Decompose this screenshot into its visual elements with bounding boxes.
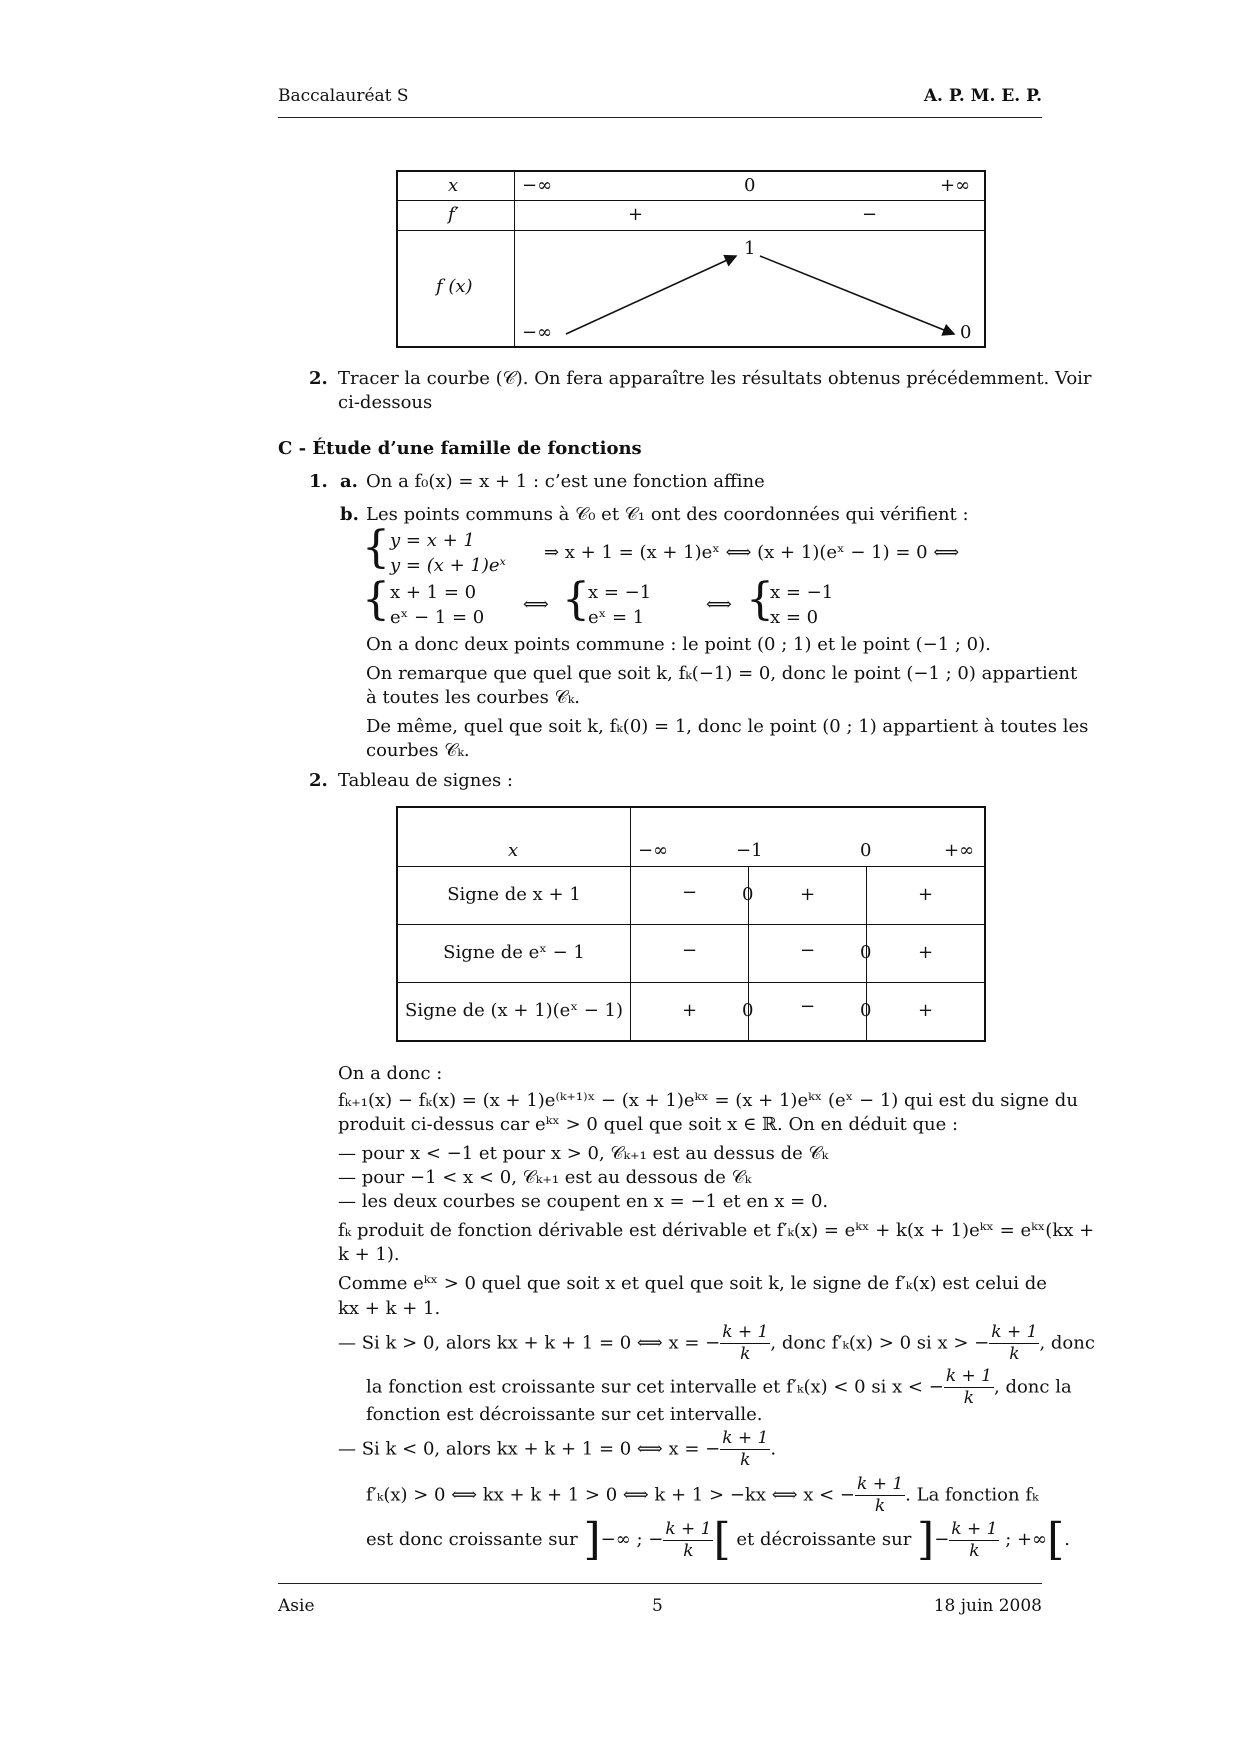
var-x-minus-inf: −∞ xyxy=(522,175,553,196)
case2-f: −∞ ; − xyxy=(600,1529,664,1550)
item-b2-line1: Tracer la courbe (𝒞). On fera apparaître les résultats obtenus précédemment. Voir xyxy=(338,368,1092,389)
sys3-line2: eˣ = 1 xyxy=(588,607,645,628)
sign-x-zero: 0 xyxy=(860,840,872,861)
footer-left: Asie xyxy=(278,1596,315,1616)
case-k-positive-line1 xyxy=(338,1322,1095,1365)
sys1-line2: y = (x + 1)eˣ xyxy=(390,555,506,576)
sign-row1-s1: − xyxy=(682,882,698,903)
section-c-title: C - Étude d’une famille de fonctions xyxy=(278,438,642,459)
sys2-line1: x + 1 = 0 xyxy=(390,582,477,603)
sign-x-label: x xyxy=(508,840,519,861)
c2-t1: On a donc : xyxy=(338,1063,443,1084)
item-b2-number: 2. xyxy=(309,368,328,389)
sign-table xyxy=(396,806,986,1042)
brace-2: { xyxy=(362,574,390,625)
sign-row2-s3: + xyxy=(918,942,934,963)
sign-row3-s3: + xyxy=(918,1000,934,1021)
item-b2-line2: ci-dessous xyxy=(338,392,433,413)
var-fprime-label: f′ xyxy=(448,204,459,225)
sign-row2-s2: − xyxy=(800,940,816,961)
sign-row1-z1: 0 xyxy=(742,884,754,905)
case2-d: . La fonction fₖ xyxy=(905,1484,1039,1506)
sign-row2-label: Signe de eˣ − 1 xyxy=(443,942,585,963)
equiv-1: ⟺ xyxy=(523,594,549,615)
c2-t5: k + 1). xyxy=(338,1244,400,1265)
case-k-positive-line2 xyxy=(366,1366,1072,1409)
case2-e: est donc croissante sur xyxy=(366,1529,578,1550)
case1-a: — Si k > 0, alors kx + k + 1 = 0 ⟺ x = − xyxy=(338,1332,721,1354)
footer-right: 18 juin 2008 xyxy=(933,1596,1042,1616)
c1b-text: Les points communs à 𝒞₀ et 𝒞₁ ont des coordonnées qui vérifient : xyxy=(366,504,969,525)
c1-p3-l1: De même, quel que soit k, fₖ(0) = 1, donc le point (0 ; 1) appartient à toutes les xyxy=(366,716,1089,737)
variation-arrows xyxy=(398,172,984,346)
var-fprime-minus: − xyxy=(862,204,878,225)
case2-a: — Si k < 0, alors kx + k + 1 = 0 ⟺ x = − xyxy=(338,1438,721,1460)
var-f-max: 1 xyxy=(744,238,756,259)
fraction: $\frac{k + 1}{k}$ xyxy=(722,1428,769,1470)
c2-dash3: — les deux courbes se coupent en x = −1 et en x = 0. xyxy=(338,1191,829,1212)
c2-t2: fₖ₊₁(x) − fₖ(x) = (x + 1)e⁽ᵏ⁺¹⁾ˣ − (x + 1)eᵏˣ = (x + 1)eᵏˣ (eˣ − 1) qui est du signe du xyxy=(338,1090,1078,1111)
case-k-negative-line2 xyxy=(366,1474,1039,1517)
case2-h: − xyxy=(934,1529,950,1550)
header-rule xyxy=(278,117,1042,118)
sys4-line1: x = −1 xyxy=(770,582,834,603)
equiv-2: ⟺ xyxy=(706,594,732,615)
c1b-label: b. xyxy=(340,504,359,525)
var-x-label: x xyxy=(448,175,459,196)
header-left: Baccalauréat S xyxy=(278,86,409,106)
sign-row2-s1: − xyxy=(682,940,698,961)
case1-c: , donc xyxy=(1039,1332,1095,1354)
case-k-negative-line1 xyxy=(338,1428,776,1471)
fraction: $\frac{k + 1}{k}$ xyxy=(951,1518,998,1561)
case2-j: . xyxy=(1064,1529,1070,1550)
c1-number: 1. xyxy=(309,471,328,492)
c2-dash1: — pour x < −1 et pour x > 0, 𝒞ₖ₊₁ est au dessus de 𝒞ₖ xyxy=(338,1143,829,1164)
c1a-label: a. xyxy=(340,471,358,492)
var-fprime-plus: + xyxy=(628,204,644,225)
sys1-implication: ⇒ x + 1 = (x + 1)eˣ ⟺ (x + 1)(eˣ − 1) = 0 ⟺ xyxy=(544,542,960,563)
sign-x-plus-inf: +∞ xyxy=(944,840,975,861)
case1-e: , donc la xyxy=(994,1376,1072,1398)
sys2-line2: eˣ − 1 = 0 xyxy=(390,607,485,628)
case2-g: et décroissante sur xyxy=(736,1529,912,1550)
fraction: $\frac{k + 1}{k}$ xyxy=(665,1518,712,1561)
var-x-plus-inf: +∞ xyxy=(940,175,971,196)
bracket-open-2: ] xyxy=(917,1514,935,1565)
c1-p2-l1: On remarque que quel que soit k, fₖ(−1) = 0, donc le point (−1 ; 0) appartient xyxy=(366,663,1078,684)
case-k-negative-line3 xyxy=(366,1514,1070,1565)
sign-x-minus-inf: −∞ xyxy=(638,840,669,861)
c1-p2-l2: à toutes les courbes 𝒞ₖ. xyxy=(366,687,580,708)
sign-row2-z2: 0 xyxy=(860,942,872,963)
c2-t3: produit ci-dessus car eᵏˣ > 0 quel que soit x ∈ ℝ. On en déduit que : xyxy=(338,1114,959,1135)
sign-row3-s2: − xyxy=(800,996,816,1017)
fraction: $\frac{k + 1}{k}$ xyxy=(722,1322,769,1364)
fraction: $\frac{k + 1}{k}$ xyxy=(857,1474,904,1516)
sign-row1-label: Signe de x + 1 xyxy=(447,884,581,905)
brace-1: { xyxy=(362,522,390,573)
page-number: 5 xyxy=(652,1596,663,1616)
var-f-right: 0 xyxy=(960,322,972,343)
c1-p3-l2: courbes 𝒞ₖ. xyxy=(366,740,470,761)
case2-i: ; +∞ xyxy=(999,1529,1048,1550)
sys3-line1: x = −1 xyxy=(588,582,652,603)
sign-row3-label: Signe de (x + 1)(eˣ − 1) xyxy=(405,1000,623,1021)
c2-t7: kx + k + 1. xyxy=(338,1298,441,1319)
sign-row1-s3: + xyxy=(918,884,934,905)
fraction: $\frac{k + 1}{k}$ xyxy=(991,1322,1038,1364)
c2-dash2: — pour −1 < x < 0, 𝒞ₖ₊₁ est au dessous de 𝒞ₖ xyxy=(338,1167,752,1188)
bracket-close-1: [ xyxy=(713,1514,731,1565)
sign-x-minus-one: −1 xyxy=(736,840,763,861)
bracket-open-1: ] xyxy=(583,1514,601,1565)
sys1-line1: y = x + 1 xyxy=(390,530,475,551)
footer-rule xyxy=(278,1583,1042,1584)
variation-table xyxy=(396,170,986,348)
case2-c: f′ₖ(x) > 0 ⟺ kx + k + 1 > 0 ⟺ k + 1 > −kx ⟺ x < − xyxy=(366,1484,855,1506)
sign-row3-z2: 0 xyxy=(860,1000,872,1021)
fraction: $\frac{k + 1}{k}$ xyxy=(945,1366,992,1408)
c1-p1: On a donc deux points commune : le point (0 ; 1) et le point (−1 ; 0). xyxy=(366,634,991,655)
header-right: A. P. M. E. P. xyxy=(923,86,1042,106)
bracket-close-2: [ xyxy=(1047,1514,1065,1565)
case1-b: , donc f′ₖ(x) > 0 si x > − xyxy=(770,1332,990,1354)
sign-row3-s1: + xyxy=(682,1000,698,1021)
brace-4: { xyxy=(746,574,774,625)
c1a-text: On a f₀(x) = x + 1 : c’est une fonction affine xyxy=(366,471,765,492)
sign-row3-z1: 0 xyxy=(742,1000,754,1021)
var-f-label: f (x) xyxy=(436,276,473,297)
case1-d: la fonction est croissante sur cet intervalle et f′ₖ(x) < 0 si x < − xyxy=(366,1376,944,1398)
c2-title: Tableau de signes : xyxy=(338,770,513,791)
c2-number: 2. xyxy=(309,770,328,791)
var-f-left: −∞ xyxy=(522,322,553,343)
c2-t4: fₖ produit de fonction dérivable est dérivable et f′ₖ(x) = eᵏˣ + k(x + 1)eᵏˣ = eᵏˣ(kx + xyxy=(338,1220,1095,1241)
sign-row1-s2: + xyxy=(800,884,816,905)
c2-t6: Comme eᵏˣ > 0 quel que soit x et quel que soit k, le signe de f′ₖ(x) est celui de xyxy=(338,1273,1047,1294)
sys4-line2: x = 0 xyxy=(770,607,819,628)
var-x-zero: 0 xyxy=(744,175,756,196)
brace-3: { xyxy=(562,574,590,625)
case2-b: . xyxy=(770,1438,777,1460)
case1-f: fonction est décroissante sur cet intervalle. xyxy=(366,1404,763,1425)
